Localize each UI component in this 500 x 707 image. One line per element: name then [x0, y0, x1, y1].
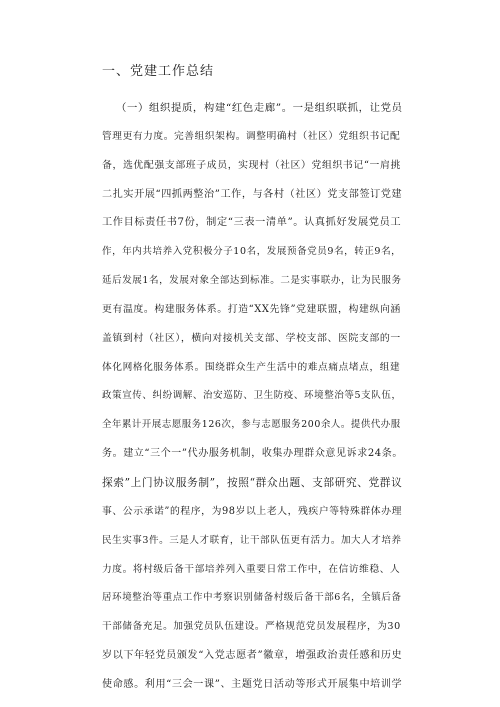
- paragraph-line: 体化网格化服务体系。围绕群众生产生活中的难点痛点堵点，组建: [102, 361, 401, 373]
- paragraph-line: 盖镇到村（社区），横向对接机关支部、学校支部、医院支部的一: [102, 332, 401, 344]
- paragraph-line: 力度。将村级后备干部培养列入重要日常工作中，在信访维稳、人: [102, 563, 401, 575]
- paragraph-line: 干部储备充足。加强党员队伍建设。严格规范党员发展程序，为30: [102, 621, 401, 633]
- paragraph-line: 居环境整治等重点工作中考察识别储备村级后备干部6名，全镇后备: [102, 592, 402, 604]
- paragraph-line: 作，年内共培养入党积极分子10名，发展预备党员9名，转正9名，: [102, 246, 402, 258]
- paragraph-line: 务。建立“三个一”代办服务机制，收集办理群众意见诉求24条。: [102, 448, 403, 460]
- paragraph-line: 备，选优配强支部班子成员，实现村（社区）党组织书记“一肩挑: [102, 159, 401, 171]
- paragraph-line: （一）组织提质，构建“红色走廊”。一是组织联抓，让党员: [116, 102, 403, 114]
- section-heading: 一、党建工作总结: [102, 64, 215, 79]
- paragraph-line: 全年累计开展志愿服务126次，参与志愿服务200余人。提供代办服: [102, 419, 401, 431]
- paragraph-line: 岁以下年轻党员颁发“入党志愿者”徽章，增强政治责任感和历史: [102, 650, 403, 662]
- paragraph-line: 探索”上门协议服务制”，按照“群众出题、支部研究、党群议: [102, 475, 403, 489]
- paragraph-line: 二扎实开展“四抓两整治”工作，与各村（社区）党支部签订党建: [102, 188, 403, 200]
- paragraph-line: 使命感。利用“三会一课”、主题党日活动等形式开展集中培训学: [102, 678, 403, 690]
- body-paragraph: [102, 94, 402, 700]
- paragraph-line: 事、公示承诺”的程序，为98岁以上老人，残疾户等特殊群体办理: [102, 505, 402, 517]
- paragraph-line: 民生实事3件。三是人才联育，让干部队伍更有活力。加大人才培养: [102, 534, 402, 546]
- paragraph-line: 政策宣传、纠纷调解、治安巡防、卫生防疫、环境整治等5支队伍，: [102, 390, 402, 402]
- paragraph-line: 更有温度。构建服务体系。打造“XX先锋”党建联盟，构建纵向涵: [102, 303, 401, 315]
- paragraph-line: 工作目标责任书7份，制定“三表一清单”。认真抓好发展党员工: [102, 217, 402, 229]
- paragraph-line: 延后发展1名，发展对象全部达到标准。二是实事联办，让为民服务: [102, 275, 402, 287]
- paragraph-line: 管理更有力度。完善组织架构。调整明确村（社区）党组织书记配: [102, 130, 401, 142]
